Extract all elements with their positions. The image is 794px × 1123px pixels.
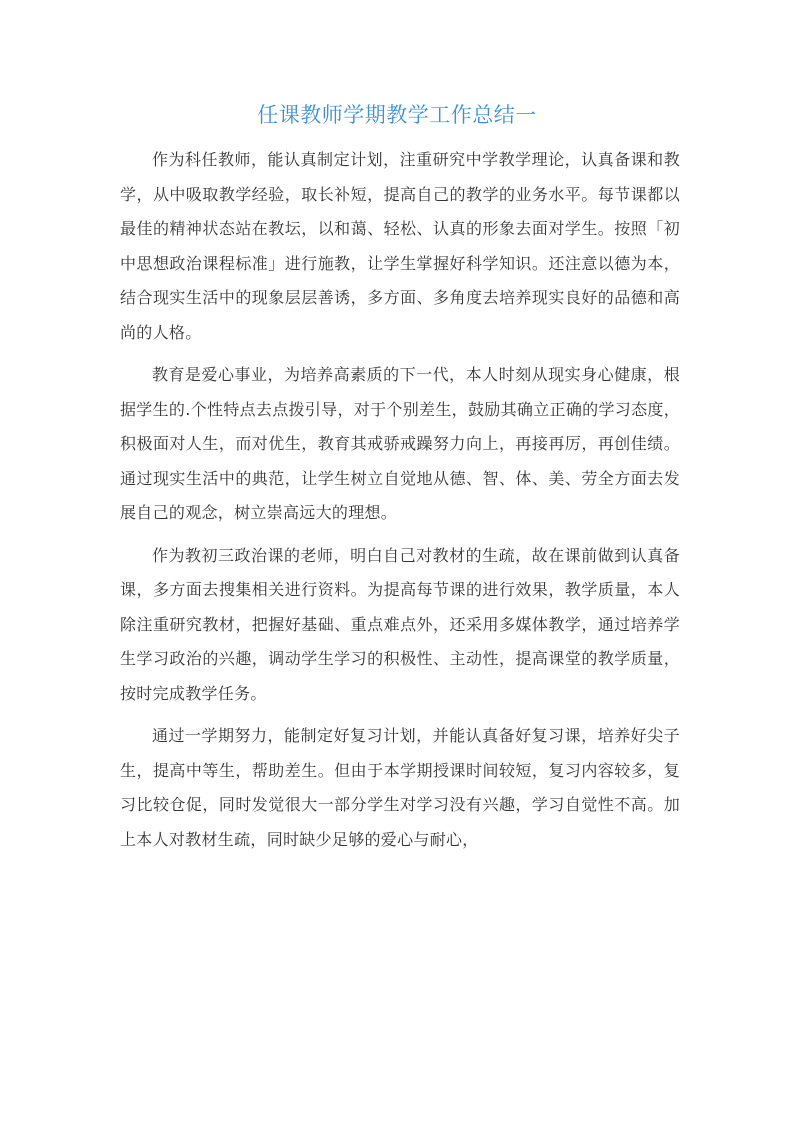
document-title: 任课教师学期教学工作总结一 bbox=[257, 103, 537, 127]
paragraph-4: 通过一学期努力，能制定好复习计划，并能认真备好复习课，培养好尖子生，提高中等生，帮助差生。但由于本学期授课时间较短，复习内容较多，复习比较仓促，同时发觉很大一部分学生对学习没有兴趣，学习自觉性不高。加上本人对教材生疏，同时缺少足够的爱心与耐心， bbox=[120, 726, 680, 849]
paragraph-3: 作为教初三政治课的老师，明白自己对教材的生疏，故在课前做到认真备课，多方面去搜集相关进行资料。为提高每节课的进行效果，教学质量，本人除注重研究教材，把握好基础、重点难点外，还采用多媒体教学，通过培养学生学习政治的兴趣，调动学生学习的积极性、主动性，提高课堂的教学质量，按时完成教学任务。 bbox=[120, 545, 680, 703]
paragraph-1: 作为科任教师，能认真制定计划，注重研究中学教学理论，认真备课和教学，从中吸取教学经验，取长补短，提高自己的教学的业务水平。每节课都以最佳的精神状态站在教坛，以和蔼、轻松、认真的形象去面对学生。按照「初中思想政治课程标准」进行施教，让学生掌握好科学知识。还注意以德为本，结合现实生活中的现象层层善诱，多方面、多角度去培养现实良好的品德和高尚的人格。 bbox=[120, 150, 680, 342]
paragraph-2: 教育是爱心事业，为培养高素质的下一代，本人时刻从现实身心健康，根据学生的.个性特点去点拨引导，对于个别差生，鼓励其确立正确的学习态度，积极面对人生，而对优生，教育其戒骄戒躁努力向上，再接再厉，再创佳绩。通过现实生活中的典范，让学生树立自觉地从德、智、体、美、劳全方面去发展自己的观念，树立崇高远大的理想。 bbox=[120, 365, 680, 522]
document-body bbox=[120, 143, 680, 865]
